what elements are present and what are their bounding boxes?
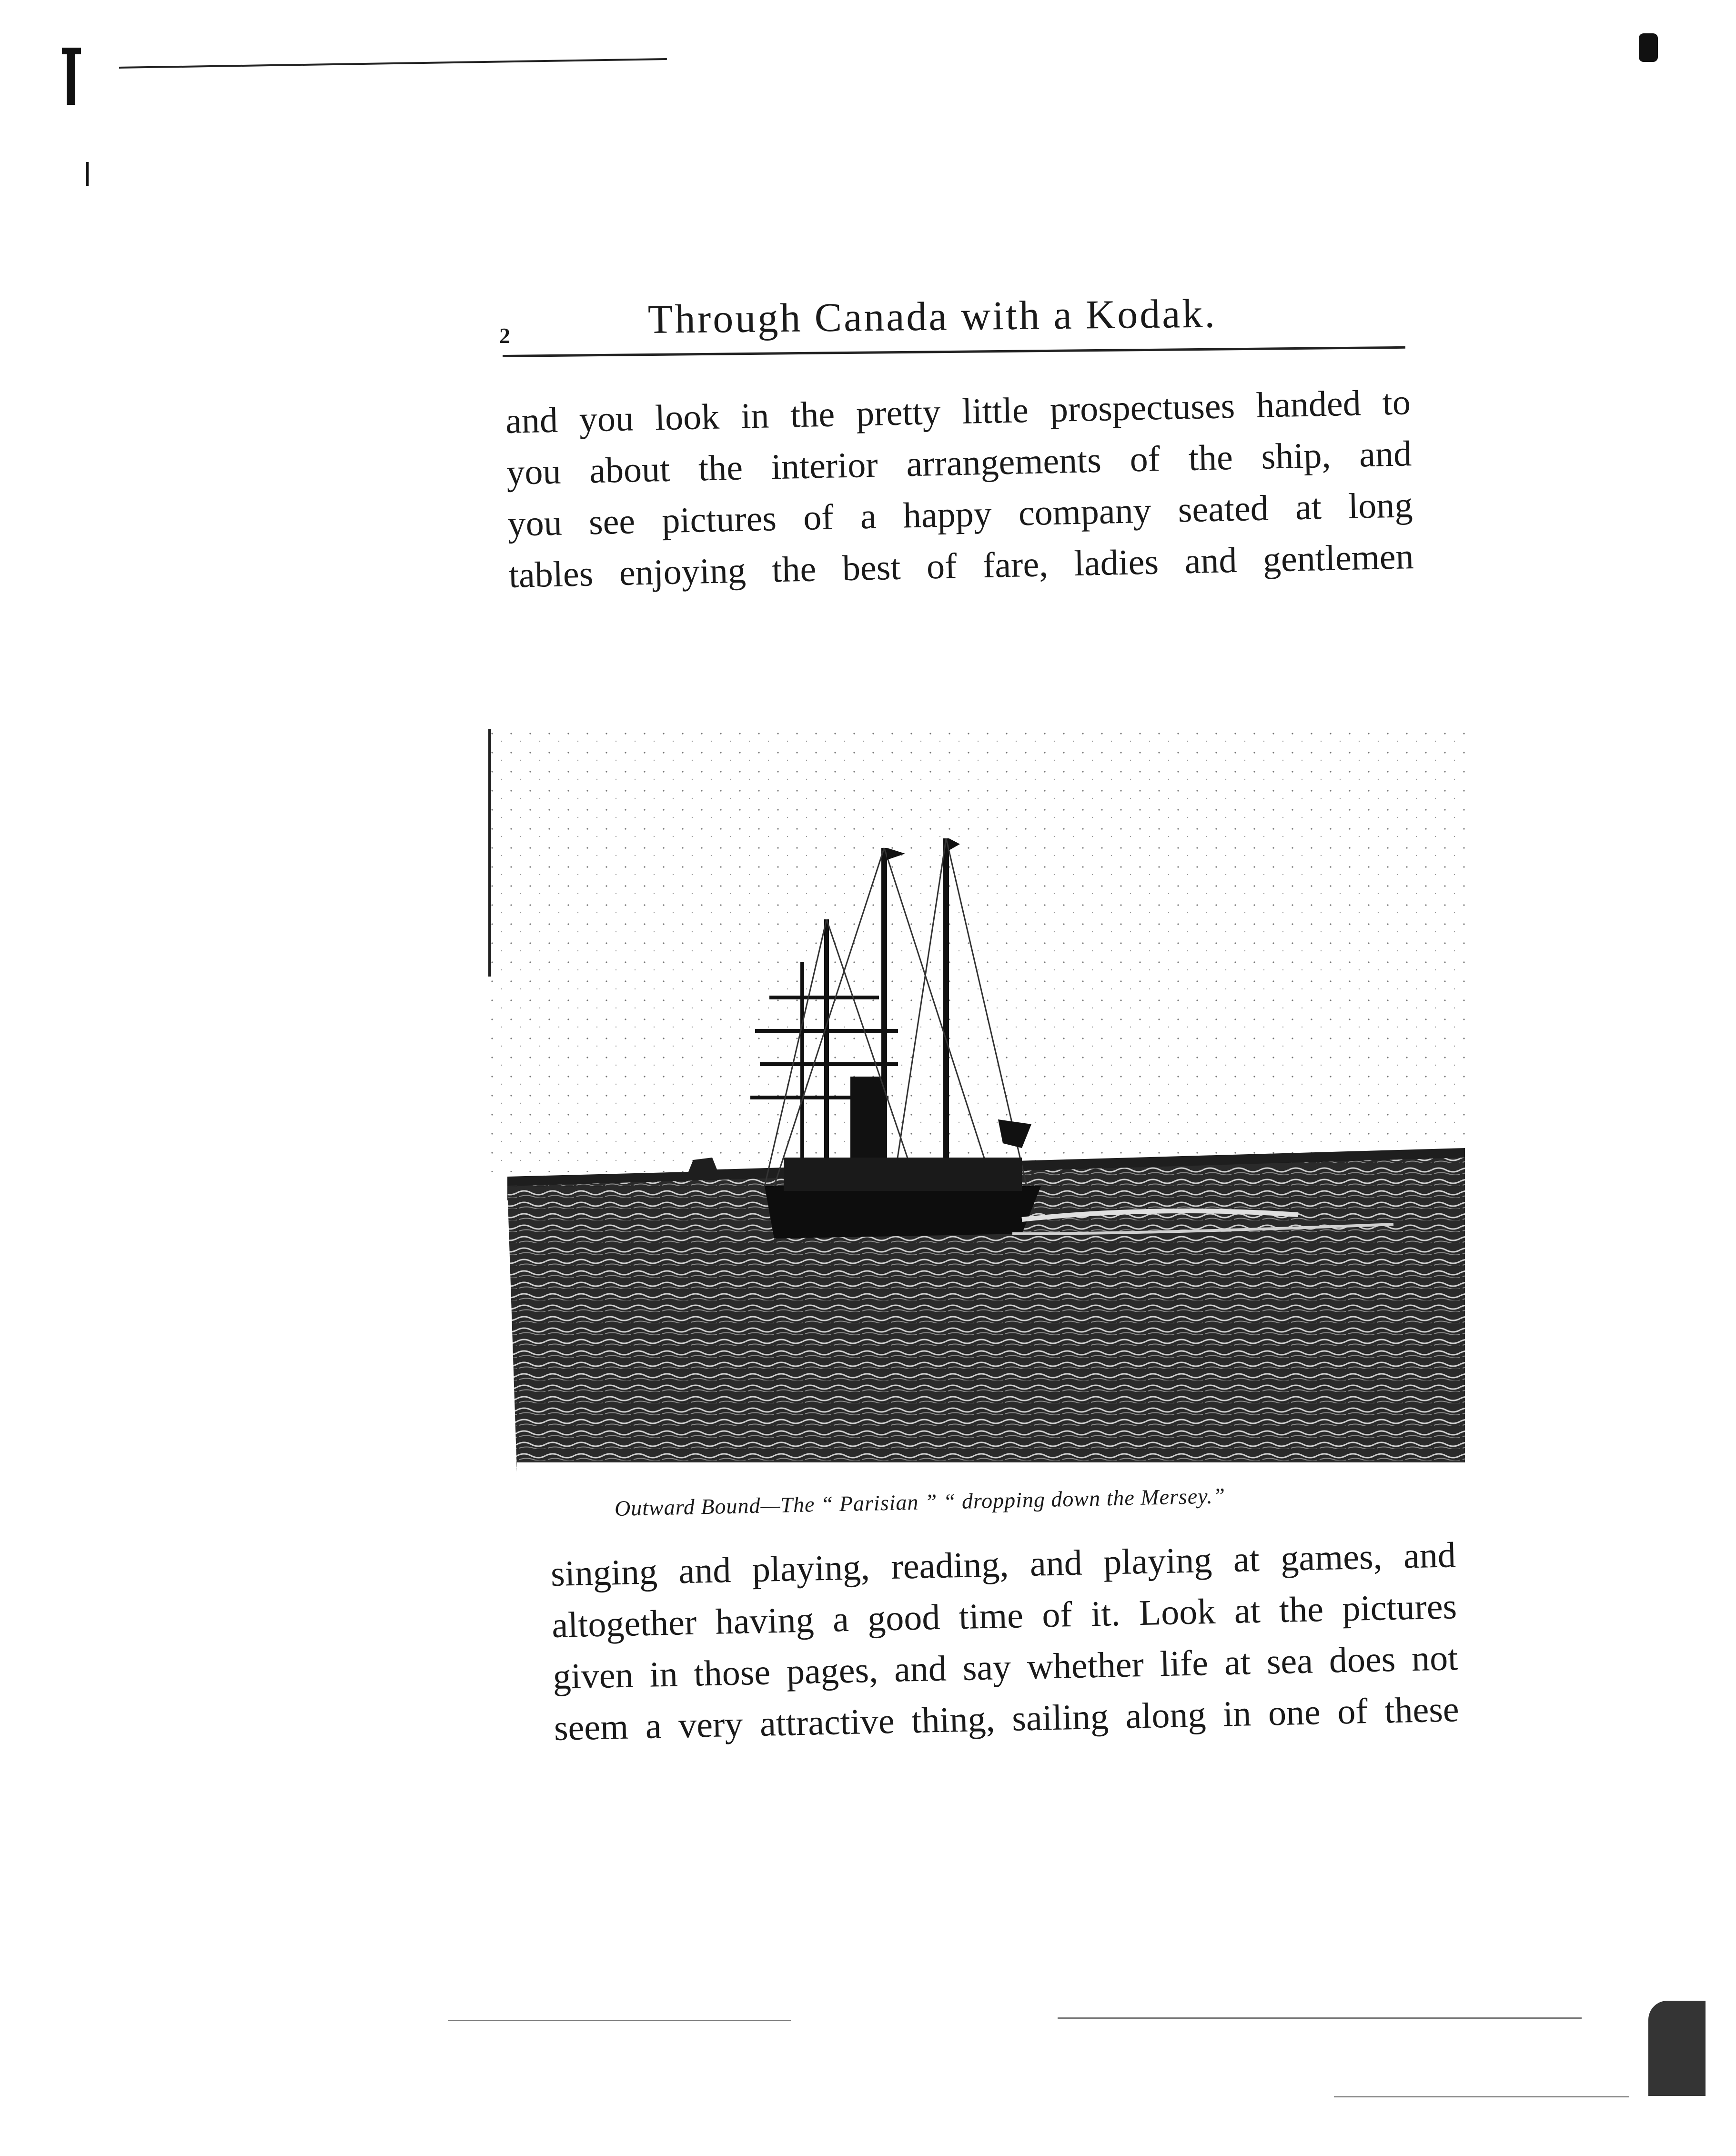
paragraph-bottom — [550, 1529, 1460, 1754]
scan-mark-bottom-right — [1648, 2001, 1706, 2096]
page-number: 2 — [499, 323, 510, 348]
figure-caption: Outward Bound—The “ Parisian ” “ dropping down the Mersey.” — [614, 1483, 1226, 1521]
scan-line-bottom-edge — [1334, 2096, 1629, 2097]
paragraph-top — [505, 376, 1414, 601]
text-line: you about the interior arrangements of the ship, and — [506, 433, 1412, 493]
scan-mark-top-right — [1639, 33, 1658, 62]
scan-line-top — [119, 58, 667, 69]
text-line: you see pictures of a happy company seated at long — [507, 485, 1413, 544]
header-rule — [503, 346, 1405, 357]
text-line: given in those pages, and say whether life at sea does not — [552, 1638, 1459, 1697]
running-title: Through Canada with a Kodak. — [647, 290, 1217, 342]
scan-mark-left — [86, 162, 89, 186]
scan-mark-top-left — [67, 48, 75, 105]
text-line: singing and playing, reading, and playing at games, and — [550, 1535, 1456, 1594]
steamship-photograph — [488, 729, 1465, 1486]
scan-mark-top-left-cap — [62, 48, 81, 54]
text-line: tables enjoying the best of fare, ladies and gentlemen — [508, 536, 1414, 595]
scan-line-bottom-left — [448, 2020, 791, 2021]
scan-line-bottom-right — [1058, 2017, 1582, 2019]
text-line: and you look in the pretty little prospectuses handed to — [505, 382, 1411, 441]
text-line: altogether having a good time of it. Look at the pictures — [551, 1586, 1457, 1645]
text-line: seem a very attractive thing, sailing along in one of these — [554, 1689, 1460, 1748]
